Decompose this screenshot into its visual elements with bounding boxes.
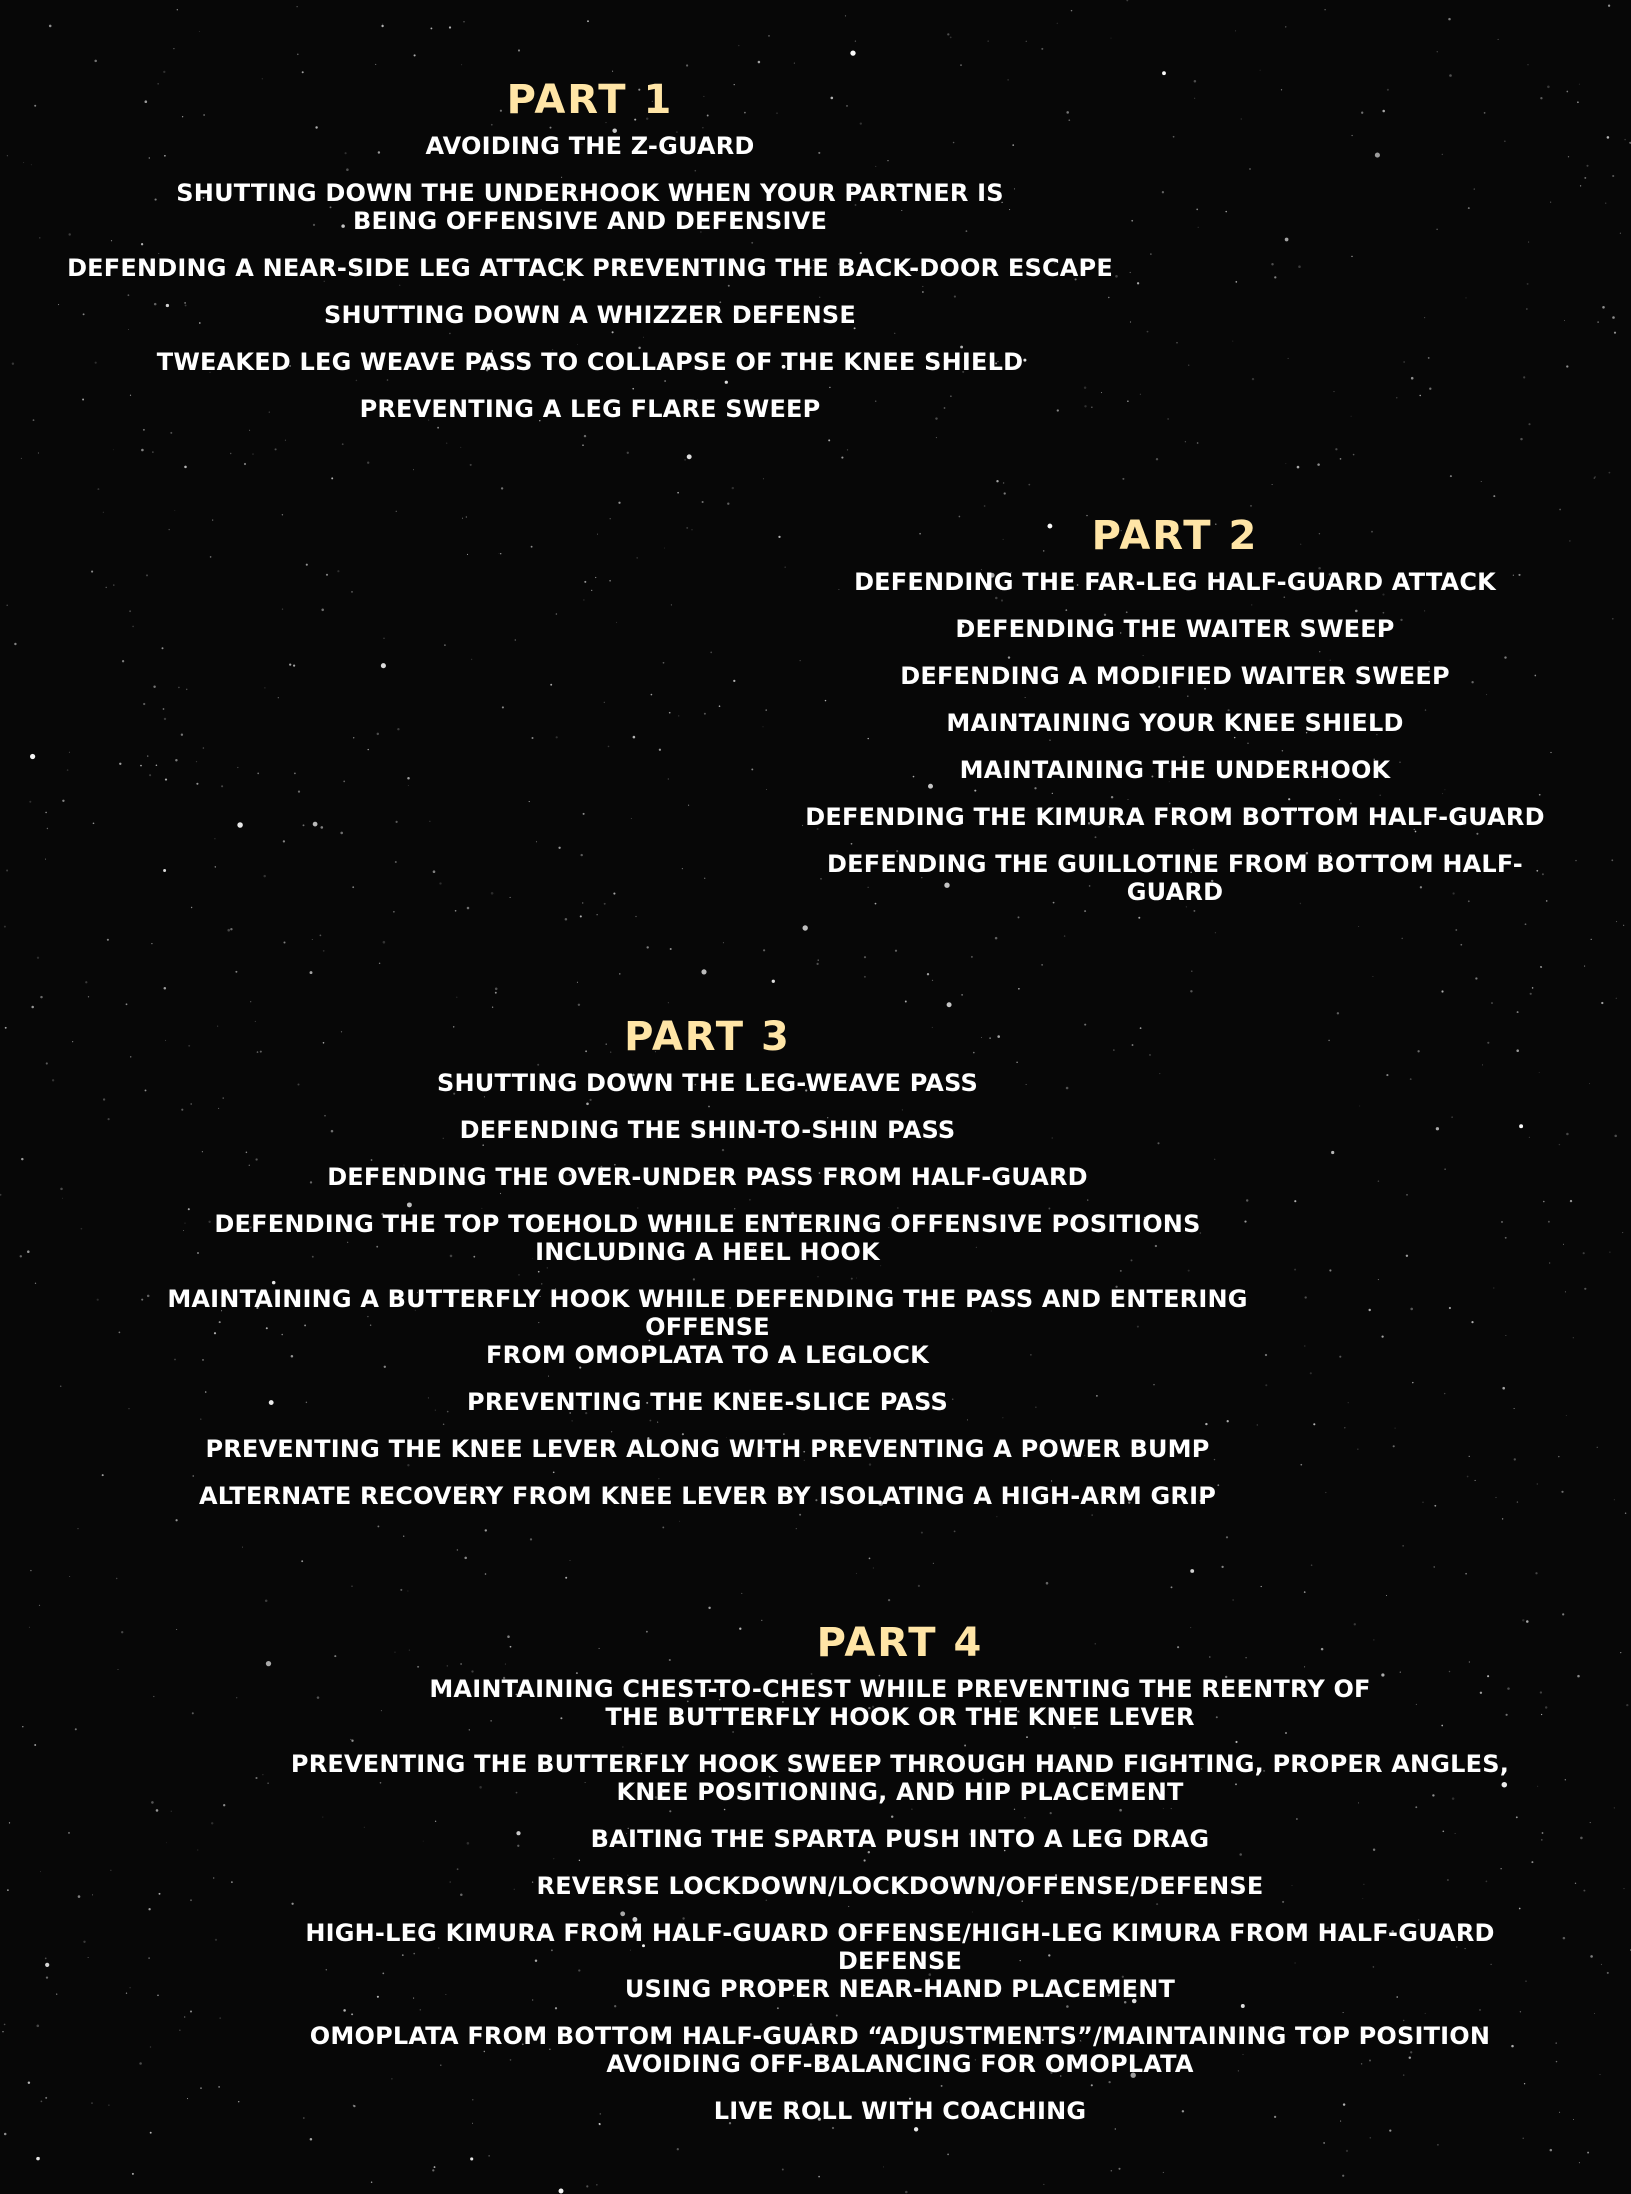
list-item: AVOIDING THE Z-GUARD bbox=[425, 132, 755, 160]
list-item: DEFENDING A MODIFIED WAITER SWEEP bbox=[900, 662, 1450, 690]
part-1-heading: PART 1 bbox=[506, 77, 674, 123]
list-item: MAINTAINING CHEST-TO-CHEST WHILE PREVENTING THE REENTRY OF THE BUTTERFLY HOOK OR THE KNEE LEVER bbox=[429, 1675, 1371, 1731]
part-1-section bbox=[60, 78, 1120, 442]
list-item: DEFENDING THE GUILLOTINE FROM BOTTOM HALF-GUARD bbox=[827, 850, 1523, 906]
list-item: PREVENTING THE KNEE-SLICE PASS bbox=[467, 1388, 948, 1416]
list-item: MAINTAINING THE UNDERHOOK bbox=[959, 756, 1391, 784]
part-2-heading: PART 2 bbox=[1091, 513, 1259, 559]
list-item: MAINTAINING YOUR KNEE SHIELD bbox=[946, 709, 1404, 737]
list-item: PREVENTING THE BUTTERFLY HOOK SWEEP THROUGH HAND FIGHTING, PROPER ANGLES, KNEE POSITIONING, AND HIP PLACEMENT bbox=[290, 1750, 1510, 1806]
list-item: PREVENTING A LEG FLARE SWEEP bbox=[359, 395, 821, 423]
part-3-heading: PART 3 bbox=[624, 1014, 791, 1060]
list-item: BAITING THE SPARTA PUSH INTO A LEG DRAG bbox=[590, 1825, 1210, 1853]
list-item: MAINTAINING A BUTTERFLY HOOK WHILE DEFENDING THE PASS AND ENTERING OFFENSE FROM OMOPLATA TO A LEGLOCK bbox=[167, 1285, 1248, 1369]
part-1-list bbox=[60, 132, 1120, 423]
list-item: REVERSE LOCKDOWN/LOCKDOWN/OFFENSE/DEFENSE bbox=[536, 1872, 1264, 1900]
list-item: DEFENDING THE TOP TOEHOLD WHILE ENTERING OFFENSIVE POSITIONS INCLUDING A HEEL HOOK bbox=[214, 1210, 1201, 1266]
list-item: SHUTTING DOWN A WHIZZER DEFENSE bbox=[324, 301, 856, 329]
part-2-section bbox=[780, 514, 1570, 925]
list-item: ALTERNATE RECOVERY FROM KNEE LEVER BY ISOLATING A HIGH-ARM GRIP bbox=[198, 1482, 1217, 1510]
list-item: SHUTTING DOWN THE LEG-WEAVE PASS bbox=[437, 1069, 978, 1097]
list-item: TWEAKED LEG WEAVE PASS TO COLLAPSE OF THE KNEE SHIELD bbox=[156, 348, 1024, 376]
part-4-section bbox=[250, 1621, 1550, 2144]
part-3-list bbox=[110, 1069, 1305, 1510]
list-item: DEFENDING THE KIMURA FROM BOTTOM HALF-GUARD bbox=[805, 803, 1545, 831]
list-item: DEFENDING THE SHIN-TO-SHIN PASS bbox=[459, 1116, 956, 1144]
list-item: PREVENTING THE KNEE LEVER ALONG WITH PREVENTING A POWER BUMP bbox=[205, 1435, 1210, 1463]
part-3-section bbox=[110, 1015, 1305, 1529]
part-2-list bbox=[780, 568, 1570, 906]
list-item: DEFENDING THE FAR-LEG HALF-GUARD ATTACK bbox=[854, 568, 1496, 596]
list-item: HIGH-LEG KIMURA FROM HALF-GUARD OFFENSE/HIGH-LEG KIMURA FROM HALF-GUARD DEFENSE USING PROPER NEAR-HAND PLACEMENT bbox=[305, 1919, 1495, 2003]
part-4-list bbox=[250, 1675, 1550, 2125]
list-item: OMOPLATA FROM BOTTOM HALF-GUARD “ADJUSTMENTS”/MAINTAINING TOP POSITION AVOIDING OFF-BALANCING FOR OMOPLATA bbox=[309, 2022, 1491, 2078]
list-item: DEFENDING THE WAITER SWEEP bbox=[955, 615, 1395, 643]
list-item: DEFENDING THE OVER-UNDER PASS FROM HALF-GUARD bbox=[327, 1163, 1088, 1191]
part-4-heading: PART 4 bbox=[816, 1620, 984, 1666]
list-item: SHUTTING DOWN THE UNDERHOOK WHEN YOUR PARTNER IS BEING OFFENSIVE AND DEFENSIVE bbox=[176, 179, 1004, 235]
list-item: DEFENDING A NEAR-SIDE LEG ATTACK PREVENTING THE BACK-DOOR ESCAPE bbox=[67, 254, 1113, 282]
list-item: LIVE ROLL WITH COACHING bbox=[713, 2097, 1087, 2125]
